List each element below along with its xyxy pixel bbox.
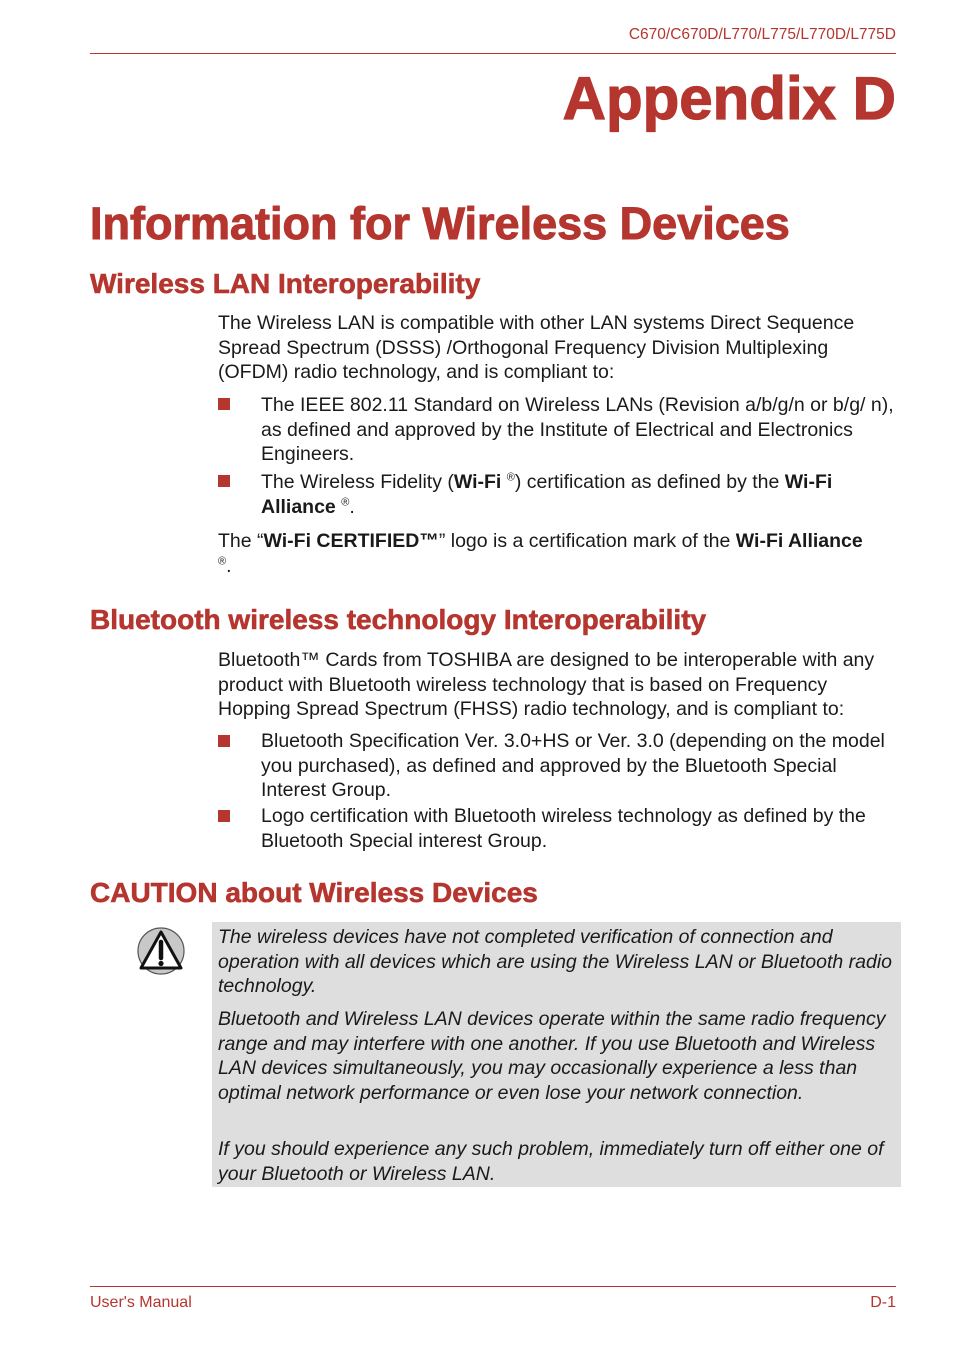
bullet-marker [218, 475, 230, 487]
warning-triangle-icon [136, 926, 186, 976]
bluetooth-bullet-spec: Bluetooth Specification Ver. 3.0+HS or Ver. 3.0 (depending on the model you purchased), as defined and approved by the Bluetooth Special Interest Group. [261, 730, 885, 801]
bullet-marker [218, 398, 230, 410]
wlan-intro: The Wireless LAN is compatible with other LAN systems Direct Sequence Spread Spectrum (DSSS) /Orthogonal Frequency Division Multiplexing (OFDM) radio technology, and is compliant to: [218, 312, 855, 383]
wlan-bullet-ieee: The IEEE 802.11 Standard on Wireless LANs (Revision a/b/g/n or b/g/ n), as defined and approved by the Institute of Electrical and Electronics Engineers. [261, 394, 894, 465]
section-heading-bluetooth: Bluetooth wireless technology Interoperability [90, 604, 707, 635]
section-heading-caution: CAUTION about Wireless Devices [90, 877, 538, 908]
caution-paragraph-1: The wireless devices have not completed verification of connection and operation with all devices which are using the Wireless LAN or Bluetooth radio technology. [218, 926, 893, 997]
bullet-marker [218, 735, 230, 747]
wlan-bullet-wifi: The Wireless Fidelity (Wi-Fi ®) certification as defined by the Wi-Fi Alliance ®. [261, 471, 833, 518]
wlan-certified-note: The “Wi-Fi CERTIFIED™” logo is a certification mark of the Wi-Fi Alliance ®. [218, 530, 863, 577]
bluetooth-intro: Bluetooth™ Cards from TOSHIBA are designed to be interoperable with any product with Bluetooth wireless technology that is based on Frequency Hopping Spread Spectrum (FHSS) radio technology, and is compliant to: [218, 649, 875, 720]
chapter-title: Appendix D [562, 65, 896, 132]
bullet-marker [218, 810, 230, 822]
header-rule [90, 53, 896, 54]
page-number: D-1 [870, 1294, 896, 1311]
footer-manual-label: User's Manual [90, 1294, 192, 1311]
bluetooth-bullet-logo: Logo certification with Bluetooth wireless technology as defined by the Bluetooth Special interest Group. [261, 805, 866, 852]
footer-rule [90, 1286, 896, 1287]
model-line: C670/C670D/L770/L775/L770D/L775D [628, 26, 896, 43]
caution-paragraph-2: Bluetooth and Wireless LAN devices operate within the same radio frequency range and may interfere with one another. If you use Bluetooth and Wireless LAN devices simultaneously, you may occasionally experience a less than optimal network performance or even lose your network connection. [218, 1008, 886, 1104]
caution-paragraph-3: If you should experience any such problem, immediately turn off either one of your Bluetooth or Wireless LAN. [218, 1138, 884, 1185]
page-title: Information for Wireless Devices [90, 198, 790, 249]
section-heading-wlan: Wireless LAN Interoperability [90, 268, 481, 299]
